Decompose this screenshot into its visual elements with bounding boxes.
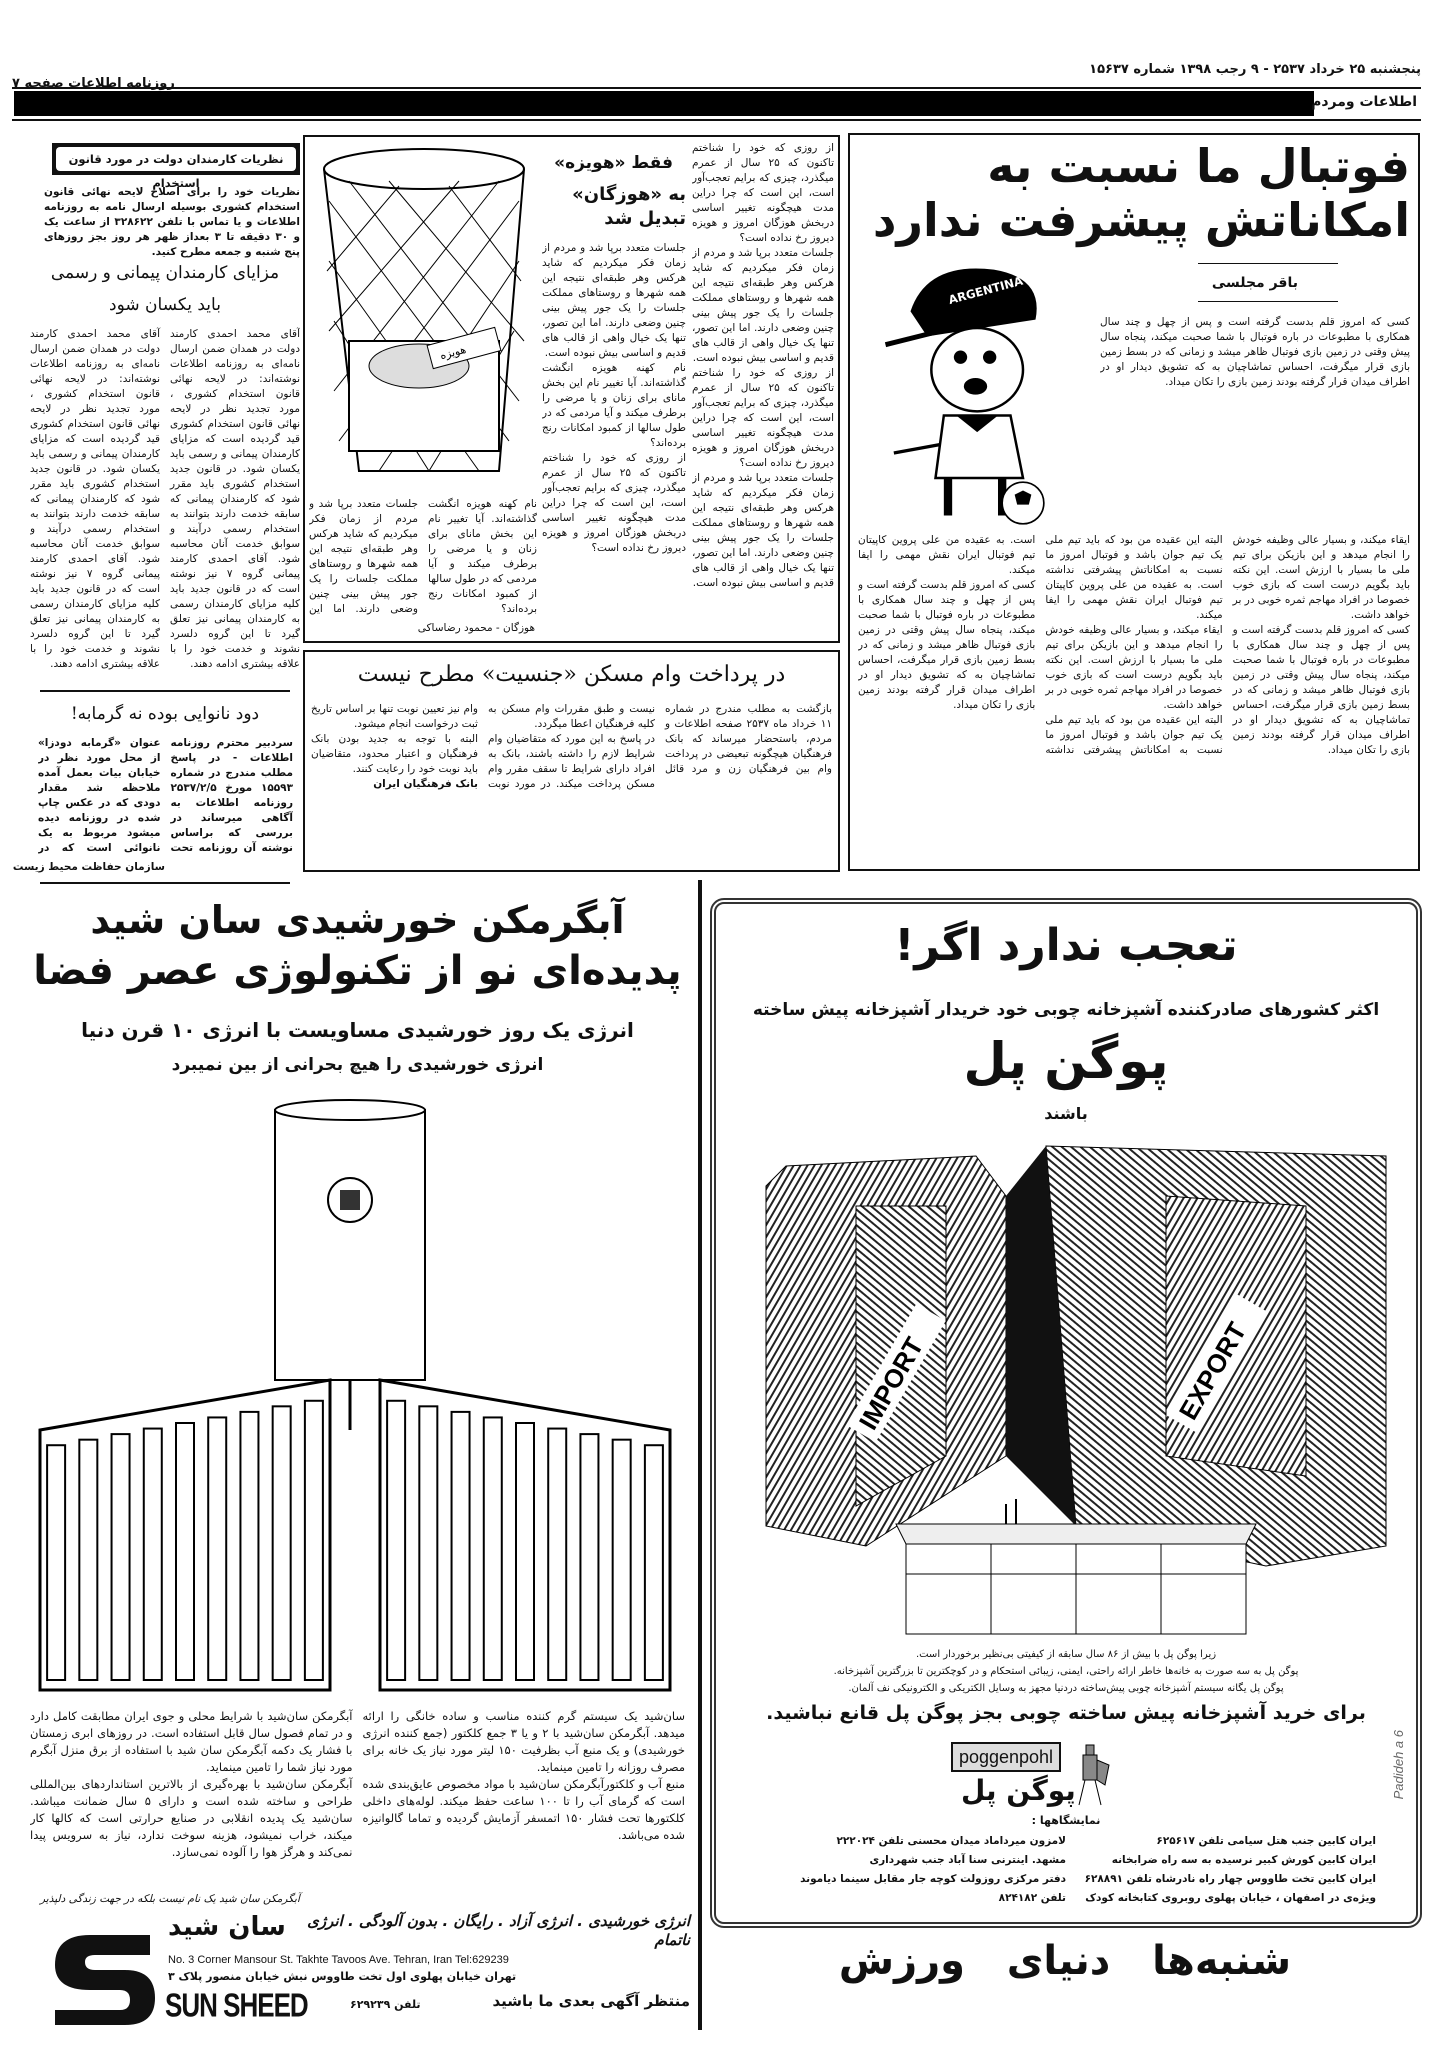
paragraph: نام کهنه هویزه انگشت گذاشته‌اند. آیا تغییر نام این بخش مانای برای زنان و یا مرضی را برطرف میکند و آیا مردمی که در طول سالها از کمبود امکانات رنج برده‌اند؟ xyxy=(428,498,537,615)
paragraph: کسی که امروز قلم بدست گرفته است و پس از چهل و چند سال همکاری با مطبوعات در باره فوتبال با شما صحبت میکند، پنجاه سال پیش وقتی در زمین بازی فوتبال ظاهر میشد و زمانی که در بسط زمین بازی قرار میگرفت، احساس تماشاچیان به که تشویق دیدار او در اطراف میدان قرار گرفته بودند زمین بازی را تکان میداد. xyxy=(858,579,1036,711)
poggenpohl-sub: اکثر کشورهای صادرکننده آشپزخانه چوبی خود خریدار آشپزخانه پیش ساخته xyxy=(752,1000,1380,1020)
paragraph: از روزی که خود را شناختم تاکنون که ۲۵ سال از عمرم میگذرد، چیزی که برایم تعجب‌آور است، این است که چرا دراین مدت هیچگونه تغییر اساسی دربخش هوزگان امروز و هویزه دیروز رخ نداده است؟ xyxy=(692,142,834,244)
showroom: مشهد. اینترنی سنا آباد جنب شهرداری xyxy=(869,1854,1066,1866)
poggenpohl-brand: پوگن پل xyxy=(963,1032,1169,1090)
paragraph: آبگرمکن سان‌شید با بهره‌گیری از بالاترین استانداردهای بین‌المللی طراحی و ساخته شده است و دارای ۵ سال ضمانت میباشد. سان‌شید یک پدیده انقلابی در صنایع حرارتی است که کالها کار میکند، خراب نمیشود، هزینه سوخت ندارد، نیاز به سرویس پیدا نمی‌کند و هرگز هوا را آلوده نمی‌سازد. xyxy=(30,1777,353,1859)
sports-promo: شنبه‌ها دنیای ورزش xyxy=(838,1938,1292,1984)
employees-heading2: باید یکسان شود xyxy=(109,295,221,315)
paragraph: نام کهنه هویزه انگشت گذاشته‌اند. آیا تغییر نام این بخش مانای برای زنان و یا مرضی را برطرف میکند و آیا مردمی که در طول سالها از کمبود امکانات رنج برده‌اند؟ xyxy=(542,362,686,449)
paragraph: آقای محمد احمدی کارمند دولت در همدان ضمن ارسال نامه‌ای به روزنامه اطلاعات نوشته‌اند: در لایحه نهائی قانون استخدام کشوری ، مورد تجدید نظر در لایحه نهائی قانون استخدام کشوری قید گردیده است که مزایای کارمندان پیمانی و رسمی باید یکسان شود. در قانون جدید استخدام کشوری باید مقرر شود که کارمندان پیمانی که سابقه خدمت دارند بتوانند به استخدام رسمی درآیند و سوابق خدمت آنان محاسبه شود. آقای احمدی کارمند پیمانی گروه ۷ نیز نوشته است که در قانون جدید باید کلیه مزایای کارمندان رسمی به کارمندان پیمانی نیز تعلق گیرد تا این گروه دلسرد نشوند و خدمت خود را با علاقه بیشتری ادامه دهند. xyxy=(30,328,160,670)
loan-heading: در پرداخت وام مسکن «جنسیت» مطرح نیست xyxy=(357,662,786,687)
hoveyzeh-cartoon xyxy=(309,141,539,491)
employees-heading1: مزایای کارمندان پیمانی و رسمی xyxy=(50,263,280,283)
collector-tube xyxy=(273,1406,291,1680)
collector-tube xyxy=(484,1417,502,1680)
paragraph: جلسات متعدد برپا شد و مردم از زمان فکر میکردیم که شاید هرکس وهر طبقه‌ای نتیجه این همه شهرها و روستاهای مملکت جلسات را یک جور پیش بینی چنین وضعی دارند. اما این تصور، تنها یک خیال واهی از قالب های قدیم و اساسی بیش نبوده است. xyxy=(692,247,834,364)
hoveyzeh-heading1: فقط «هویزه» xyxy=(554,153,673,173)
sunsheed-tagline: آبگرمکن سان شید یک نام نیست بلکه در جهت زندگی دلپذیر xyxy=(40,1893,300,1905)
rule xyxy=(12,119,1421,121)
notice-title: نظریات کارمندان دولت در مورد قانون استخدام xyxy=(56,147,296,171)
bakery-signature: سازمان حفاظت محیط زیست xyxy=(12,861,165,873)
paragraph: کسی که امروز قلم بدست گرفته است و پس از چهل و چند سال همکاری با مطبوعات در باره فوتبال با شما صحبت میکند، پنجاه سال پیش وقتی در زمین بازی فوتبال ظاهر میشد و زمانی که در بسط زمین بازی قرار میگرفت، احساس تماشاچیان به که تشویق دیدار او در اطراف میدان قرار گرفته بودند زمین بازی را تکان میداد. xyxy=(1232,624,1410,756)
hoveyzeh-article xyxy=(303,135,840,643)
cartoon-sign-text: هویزه xyxy=(438,342,468,363)
knight-icon xyxy=(1071,1740,1111,1810)
date-issue: پنجشنبه ۲۵ خرداد ۲۵۳۷ - ۹ رجب ۱۳۹۸ شماره ۱۵۶۳۷ xyxy=(1089,62,1421,77)
divider xyxy=(698,880,702,2030)
hoveyzeh-col3 xyxy=(309,497,537,617)
collector-tube xyxy=(176,1423,194,1680)
showroom: ایران کابین کورش کبیر نرسیده به سه راه ضرابخانه xyxy=(1111,1854,1376,1866)
sunsheed-sub1: انرژی یک روز خورشیدی مساویست با انرژی ۱۰ قرن دنیا xyxy=(81,1018,634,1042)
collector-tube xyxy=(47,1445,65,1680)
paragraph: سان‌شید یک سیستم گرم کننده مناسب و ساده خانگی را ارائه میدهد. آبگرمکن سان‌شید با ۲ و یا ۳ جمع کلکتور (جمع کننده انرژی خورشیدی) و یک منبع آب بظرفیت ۱۵۰ لیتر مورد نیاز یک خانه برای مصرف روزانه را تامین مینماید. xyxy=(362,1709,685,1774)
football-body xyxy=(858,533,1410,863)
hoveyzeh-col1 xyxy=(692,141,834,636)
section-label: اطلاعات ومردم xyxy=(1311,94,1417,110)
football-author: باقر مجلسی xyxy=(1211,275,1298,291)
showroom: لامزون میرداماد میدان محسنی تلفن ۲۲۲۰۲۴ xyxy=(836,1835,1066,1847)
paragraph: جلسات متعدد برپا شد و مردم از زمان فکر میکردیم که شاید هرکس وهر طبقه‌ای نتیجه این همه شهرها و روستاهای مملکت جلسات را یک جور پیش بینی چنین وضعی دارند. اما این تصور، تنها یک خیال واهی از قالب های قدیم و اساسی بیش نبوده است. xyxy=(542,242,686,359)
poggenpohl-body-3: پوگن پل یگانه سیستم آشپزخانه چوبی پیش‌ساخته دردنیا مجهز به وسایل الکتریکی و الکترونیکی نف آلمان. xyxy=(848,1683,1284,1694)
collector-tube xyxy=(452,1412,470,1680)
poggenpohl-tail: باشند xyxy=(1044,1104,1088,1123)
page-label: روزنامه اطلاعات صفحه ۷ xyxy=(12,76,175,91)
collector-tube xyxy=(613,1440,631,1680)
import-label: IMPORT xyxy=(852,1332,930,1435)
football-headline: فوتبال ما نسبت به امکاناتش پیشرفت ندارد xyxy=(872,139,1410,247)
football-body-top: کسی که امروز قلم بدست گرفته است و پس از چهل و چند سال همکاری با مطبوعات در باره فوتبال با شما صحبت میکند، پنجاه سال پیش وقتی در زمین بازی فوتبال ظاهر میشد و زمانی که در بسط زمین بازی قرار میگرفت، احساس تماشاچیان به که تشویق دیدار او در اطراف میدان قرار گرفته بودند زمین بازی را تکان میداد. xyxy=(1100,316,1410,388)
employees-body xyxy=(30,327,300,679)
paragraph: بازگشت به مطلب مندرج در شماره ۱۱ خرداد ماه ۲۵۳۷ صفحه اطلاعات و مردم، باستحضار میرساند که بانک فرهنگیان هیچگونه تبعیضی در پرداخت وام بین فرهنگیان زن و مرد قائل نیست و طبق مقررات وام مسکن به کلیه فرهنگیان اعطا میگردد. xyxy=(488,703,832,775)
showrooms-label: نمایشگاهها : xyxy=(1031,1814,1101,1827)
paragraph: آقای محمد احمدی کارمند دولت در همدان ضمن ارسال نامه‌ای به روزنامه اطلاعات نوشته‌اند: در لایحه نهائی قانون استخدام کشوری ، مورد تجدید نظر در لایحه نهائی قانون استخدام کشوری قید گردیده است که مزایای کارمندان پیمانی و رسمی باید یکسان شود. در قانون جدید استخدام کشوری باید مقرر شود که کارمندان پیمانی که سابقه خدمت دارند بتوانند به استخدام رسمی درآیند و سوابق خدمت آنان محاسبه شود. آقای احمدی کارمند پیمانی گروه ۷ نیز نوشته است که در قانون جدید باید کلیه مزایای کارمندان رسمی به کارمندان پیمانی نیز تعلق گیرد تا این گروه دلسرد نشوند و خدمت خود را با علاقه بیشتری ادامه دهند. xyxy=(170,328,300,670)
paragraph: منبع آب و کلکتورآبگرمکن سان‌شید با مواد مخصوص عایق‌بندی شده است که گرمای آب را تا ۱۰۰ ساعت حفظ میکند. لوله‌های داخلی کلکتورها تحت فشار ۱۵۰ اتمسفر آزمایش گردیده و تماما گالوانیزه شده می‌باشد. xyxy=(362,1777,685,1842)
collector-tube xyxy=(144,1429,162,1680)
sunsheed-next-ad: منتظر آگهی بعدی ما باشید xyxy=(492,1992,690,2010)
collector-tube xyxy=(645,1445,663,1680)
rule xyxy=(12,87,1421,89)
collector-tube xyxy=(112,1434,130,1680)
sunsheed-headline2: پدیده‌ای نو از تکنولوژی عصر فضا xyxy=(33,948,682,994)
paragraph: ایقاء میکند، و بسیار عالی وظیفه خودش را انجام میدهد و این بازیکن برای تیم ملی ما بسیار با ارزش است. این نکته باید بگویم درست است که بازی خوب خصوصا در افراد مهاجم ثمره خوبی در بر خواهد داشت. xyxy=(1045,624,1223,711)
sunsheed-logo-en: SUN SHEED xyxy=(165,1985,308,2025)
paragraph: جلسات متعدد برپا شد و مردم از زمان فکر میکردیم که شاید هرکس وهر طبقه‌ای نتیجه این همه شهرها و روستاهای مملکت جلسات را یک جور پیش بینی چنین وضعی دارند. اما این xyxy=(309,498,418,615)
collector-tube xyxy=(79,1440,97,1680)
showroom: ایران کابین تخت طاووس چهار راه نادرشاه تلفن ۶۲۸۸۹۱ xyxy=(1084,1873,1376,1885)
loan-signature: بانک فرهنگیان ایران xyxy=(373,778,478,790)
paragraph: جلسات متعدد برپا شد و مردم از زمان فکر میکردیم که شاید هرکس وهر طبقه‌ای نتیجه این همه شهرها و روستاهای مملکت جلسات را یک جور پیش بینی چنین وضعی دارند. اما این تصور، تنها یک خیال واهی از قالب های قدیم و اساسی بیش نبوده است. xyxy=(692,472,834,589)
poggenpohl-logo-en: poggenpohl xyxy=(951,1742,1061,1772)
paragraph: از روزی که خود را شناختم تاکنون که ۲۵ سال از عمرم میگذرد، چیزی که برایم تعجب‌آور است، این است که چرا دراین مدت هیچگونه تغییر اساسی دربخش هوزگان امروز و هویزه دیروز رخ نداده است؟ xyxy=(692,367,834,469)
showroom: ایران کابین جنب هتل سیامی تلفن ۶۲۵۶۱۷ xyxy=(1156,1835,1376,1847)
rule xyxy=(1198,263,1338,264)
showroom: تلفن ۸۲۴۱۸۲ xyxy=(998,1892,1066,1904)
rule xyxy=(40,882,290,884)
kitchen-illustration xyxy=(886,1494,1266,1644)
paragraph: آبگرمکن سان‌شید با شرایط محلی و جوی ایران مطابقت کامل دارد و در تمام فصول سال قابل استفاده است. در روزهای ابری زمستان با فشار یک دکمه آبگرمکن سان شید با استفاده از برق منزل آبگرم مورد نیاز شما را تامین مینماید. xyxy=(30,1709,353,1774)
poggenpohl-body-2: پوگن پل به سه صورت به خانه‌ها خاطر ارائه راحتی، ایمنی، زیبائی استحکام و در کوچکترین تا بزرگترین آشپزخانه. xyxy=(833,1666,1299,1677)
paragraph: در پاسخ به این مورد که متقاضیان وام شرایط لازم را داشته باشند، بانک به افراد دارای شرایط تا سقف مقرر وام مسکن پرداخت میکند. در مورد نوبت وام نیز تعیین نوبت تنها بر اساس تاریخ ثبت درخواست انجام میشود. xyxy=(311,703,655,790)
sunsheed-logo-fa: سان شید xyxy=(168,1912,286,1942)
sunsheed-body xyxy=(30,1708,685,1888)
sunsheed-slogan: انرژی خورشیدی . انرژی آزاد . رایگان . بدون آلودگی . انرژی ناتمام xyxy=(307,1912,690,1949)
agency-credit: Padideh a 6 xyxy=(1391,1730,1406,1800)
sunsheed-s-logo xyxy=(50,1920,160,2030)
rule xyxy=(1198,301,1338,302)
argentina-mascot-cartoon xyxy=(858,253,1088,528)
showrooms-list xyxy=(756,1832,1376,1908)
hoveyzeh-signature: هوزگان - محمود رضاساکی xyxy=(417,622,535,634)
poggenpohl-logo-fa: پوگن پل xyxy=(961,1774,1076,1807)
hoveyzeh-col2 xyxy=(542,241,686,635)
rule xyxy=(40,690,290,692)
collector-tube xyxy=(419,1406,437,1680)
football-article xyxy=(848,133,1420,871)
section-bar xyxy=(14,91,1314,116)
paragraph: ایقاء میکند، و بسیار عالی وظیفه خودش را انجام میدهد و این بازیکن برای تیم ملی ما بسیار با ارزش است. این نکته باید بگویم درست است که بازی خوب خصوصا در افراد مهاجم ثمره خوبی در بر خواهد داشت. xyxy=(1232,534,1410,621)
solar-collector-illustration xyxy=(20,1090,695,1700)
paragraph: البته با توجه به جدید بودن بانک فرهنگیان و اعتبار محدود، متقاضیان باید نوبت خود را رعایت کنند. xyxy=(311,733,478,775)
paragraph: از روزی که خود را شناختم تاکنون که ۲۵ سال از عمرم میگذرد، چیزی که برایم تعجب‌آور است، این است که چرا دراین مدت هیچگونه تغییر اساسی دربخش هوزگان امروز و هویزه دیروز رخ نداده است؟ xyxy=(542,452,686,554)
sunsheed-ad xyxy=(20,890,695,2040)
poggenpohl-cta: برای خرید آشپزخانه پیش ساخته چوبی بجز پوگن پل قانع نباشید. xyxy=(766,1702,1366,1724)
sunsheed-headline1: آبگرمکن خورشیدی سان شید xyxy=(90,898,625,942)
poggenpohl-ad xyxy=(710,898,1422,1928)
bakery-heading: دود نانوایی بوده نه گرمابه! xyxy=(70,704,260,724)
export-label: EXPORT xyxy=(1172,1317,1253,1425)
paragraph: البته این عقیده من بود که باید تیم ملی یک تیم جوان باشد و فوتبال امروز ما نسبت به امکاناتش پیشرفتی نداشته است. به عقیده من علی پروین کاپیتان تیم فوتبال ایران نقش مهمی را ایفا میکند. xyxy=(858,534,1223,756)
mascot-cap-text: ARGENTINA '78 xyxy=(946,267,1048,307)
showroom: دفتر مرکزی روزولت کوچه جار مقابل سینما دیاموند xyxy=(800,1873,1066,1885)
water-tank xyxy=(275,1110,425,1380)
collector-tube xyxy=(387,1401,405,1680)
collector-tube xyxy=(305,1401,323,1680)
loan-body xyxy=(311,702,832,867)
collector-tube xyxy=(548,1429,566,1680)
notice-body: نظریات خود را برای اصلاح لایحه نهائی قانون استخدام کشوری بوسیله ارسال نامه به روزنامه اطلاعات و یا تماس با تلفن ۳۲۸۶۲۲ از ساعت یک و ۳۰ دقیقه تا ۳ بعداز ظهر هر روز بجز روزهای پنج شنبه و جمعه مطرح کنید. xyxy=(44,186,301,258)
paragraph: البته این عقیده من بود که باید تیم ملی یک تیم جوان باشد و فوتبال امروز ما نسبت به امکاناتش پیشرفتی نداشته است. به عقیده من علی پروین کاپیتان تیم فوتبال ایران نقش مهمی را ایفا میکند. xyxy=(1045,534,1223,621)
sunsheed-sub2: انرژی خورشیدی را هیچ بحرانی از بین نمیبرد xyxy=(171,1055,544,1075)
poggenpohl-body-1: زیرا پوگن پل با بیش از ۸۶ سال سابقه از کیفیتی بی‌نظیر برخوردار است. xyxy=(915,1649,1217,1660)
collector-tube xyxy=(516,1423,534,1680)
collector-tube xyxy=(580,1434,598,1680)
collector-tube xyxy=(208,1417,226,1680)
bakery-body xyxy=(38,736,293,856)
sunsheed-phone: تلفن ۶۲۹۲۳۹ xyxy=(350,1998,421,2011)
showroom: ویژه‌ی در اصفهان ، خیابان پهلوی روبروی کتابخانه کودک xyxy=(1085,1892,1376,1904)
notice-box xyxy=(52,143,300,190)
paragraph: سردبیر محترم روزنامه اطلاعات - در پاسخ مطلب مندرج در شماره ۱۵۵۹۳ مورخ ۲۵۳۷/۲/۵ روزنامه اطلاعات به آگاهی میرساند در بررسی که براساس نوشته آن روزنامه تحت عنوان «گرمابه دودزا» از محل مورد نظر در خیابان بیات بعمل آمده ملاحظه شد مقدار دودی که در عکس چاپ شده در روزنامه دیده میشود مربوط به یک نانوائی است که در xyxy=(38,737,293,854)
hoveyzeh-heading2: به «هوزگان» تبدیل شد xyxy=(572,184,686,229)
sunsheed-address-en: No. 3 Corner Mansour St. Takhte Tavoos Ave. Tehran, Iran Tel:629239 xyxy=(168,1954,509,1966)
poggenpohl-headline: تعجب ندارد اگر! xyxy=(894,920,1238,971)
collector-tube xyxy=(240,1412,258,1680)
loan-article xyxy=(303,650,840,872)
employees-column xyxy=(30,135,300,687)
sunsheed-address-fa: تهران خیابان پهلوی اول تخت طاووس نبش خیابان منصور پلاک ۳ xyxy=(168,1970,517,1983)
